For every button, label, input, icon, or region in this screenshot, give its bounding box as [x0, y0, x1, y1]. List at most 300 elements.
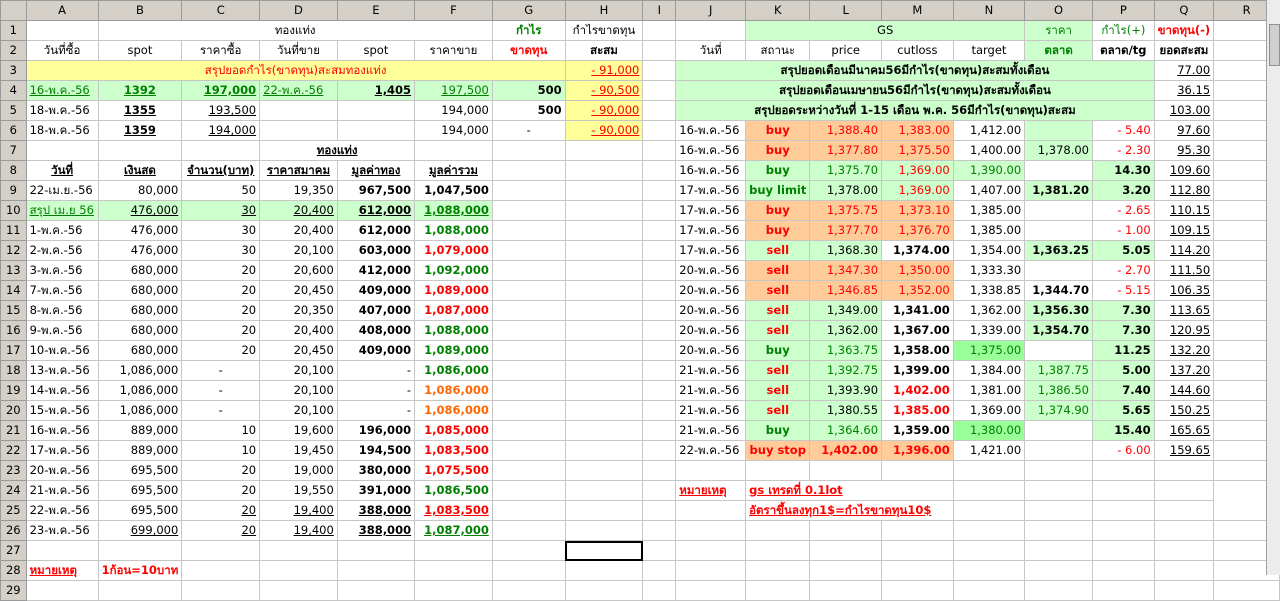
cell[interactable]	[676, 521, 746, 541]
cell[interactable]: อัตราขึ้นลงทุก1$=กำไรขาดทุน10$	[746, 501, 954, 521]
cell[interactable]: 16-พ.ค.-56	[676, 161, 746, 181]
cell[interactable]: 1,374.90	[1025, 401, 1093, 421]
cell[interactable]: 22-พ.ค.-56	[676, 441, 746, 461]
cell[interactable]: 1,087,000	[415, 301, 493, 321]
row-header[interactable]: 11	[1, 221, 27, 241]
cell[interactable]: 18-พ.ค.-56	[26, 101, 98, 121]
cell[interactable]: 1,363.25	[1025, 241, 1093, 261]
cell[interactable]: 1,369.00	[882, 161, 954, 181]
cell[interactable]: หมายเหตุ	[26, 561, 98, 581]
row-header[interactable]: 4	[1, 81, 27, 101]
cell[interactable]: 193,500	[182, 101, 260, 121]
cell[interactable]	[1154, 581, 1214, 601]
cell[interactable]	[492, 401, 565, 421]
cell[interactable]: 1,341.00	[882, 301, 954, 321]
cell[interactable]	[337, 561, 414, 581]
cell[interactable]: 1,089,000	[415, 281, 493, 301]
cell[interactable]	[882, 541, 954, 561]
cell[interactable]: 113.65	[1154, 301, 1214, 321]
cell[interactable]: 1,373.10	[882, 201, 954, 221]
cell[interactable]: GS	[746, 21, 1025, 41]
column-header-d[interactable]: D	[260, 1, 338, 21]
cell[interactable]: 2-พ.ค.-56	[26, 241, 98, 261]
cell[interactable]	[1025, 161, 1093, 181]
cell[interactable]	[1154, 521, 1214, 541]
cell[interactable]	[676, 21, 746, 41]
cell[interactable]: 889,000	[98, 441, 182, 461]
cell[interactable]	[643, 81, 676, 101]
cell[interactable]: 1,356.30	[1025, 301, 1093, 321]
row-header[interactable]: 28	[1, 561, 27, 581]
cell[interactable]: 1,364.60	[810, 421, 882, 441]
cell[interactable]: 1,086,000	[415, 401, 493, 421]
cell[interactable]: 1,387.75	[1025, 361, 1093, 381]
cell[interactable]: 1,358.00	[882, 341, 954, 361]
cell[interactable]	[1025, 421, 1093, 441]
cell[interactable]	[643, 261, 676, 281]
cell[interactable]: -	[182, 361, 260, 381]
cell[interactable]	[643, 421, 676, 441]
cell[interactable]: 103.00	[1154, 101, 1214, 121]
cell[interactable]	[643, 141, 676, 161]
cell[interactable]	[643, 441, 676, 461]
cell[interactable]: 20,600	[260, 261, 338, 281]
column-header-k[interactable]: K	[746, 1, 810, 21]
cell[interactable]	[565, 421, 643, 441]
cell[interactable]	[643, 481, 676, 501]
cell[interactable]	[492, 521, 565, 541]
column-header-o[interactable]: O	[1025, 1, 1093, 21]
cell[interactable]: 20,450	[260, 281, 338, 301]
cell[interactable]	[492, 321, 565, 341]
cell[interactable]: 409,000	[337, 281, 414, 301]
cell[interactable]	[26, 541, 98, 561]
cell[interactable]: 889,000	[98, 421, 182, 441]
cell[interactable]: spot	[98, 41, 182, 61]
cell[interactable]: ขาดทุน(-)	[1154, 21, 1214, 41]
cell[interactable]: กำไรขาดทุน	[565, 21, 643, 41]
cell[interactable]: วันที่ขาย	[260, 41, 338, 61]
cell[interactable]: จำนวน(บาท)	[182, 161, 260, 181]
cell[interactable]	[337, 121, 414, 141]
column-header-q[interactable]: Q	[1154, 1, 1214, 21]
cell[interactable]: 1,086,000	[98, 361, 182, 381]
column-header-j[interactable]: J	[676, 1, 746, 21]
cell[interactable]	[746, 541, 810, 561]
cell[interactable]	[1025, 201, 1093, 221]
cell[interactable]	[1025, 541, 1093, 561]
cell[interactable]	[1154, 561, 1214, 581]
cell[interactable]: 1,079,000	[415, 241, 493, 261]
cell[interactable]	[492, 201, 565, 221]
cell[interactable]	[260, 581, 338, 601]
cell[interactable]	[953, 481, 1024, 501]
cell[interactable]: 1,402.00	[810, 441, 882, 461]
cell[interactable]: buy	[746, 141, 810, 161]
cell[interactable]	[1025, 481, 1093, 501]
cell[interactable]: 114.20	[1154, 241, 1214, 261]
cell[interactable]	[1214, 581, 1280, 601]
cell[interactable]: 30	[182, 221, 260, 241]
cell[interactable]: 20-พ.ค.-56	[676, 301, 746, 321]
cell[interactable]: 19,450	[260, 441, 338, 461]
row-header[interactable]: 3	[1, 61, 27, 81]
column-header-f[interactable]: F	[415, 1, 493, 21]
cell[interactable]	[953, 521, 1024, 541]
cell[interactable]	[643, 21, 676, 41]
cell[interactable]: - 5.40	[1093, 121, 1155, 141]
cell[interactable]: 1,402.00	[882, 381, 954, 401]
cell[interactable]: 699,000	[98, 521, 182, 541]
cell[interactable]	[565, 361, 643, 381]
cell[interactable]	[643, 161, 676, 181]
cell[interactable]	[260, 121, 338, 141]
cell[interactable]	[492, 281, 565, 301]
cell[interactable]: - 90,000	[565, 121, 643, 141]
cell[interactable]: 109.60	[1154, 161, 1214, 181]
cell[interactable]	[643, 561, 676, 581]
cell[interactable]	[415, 561, 493, 581]
cell[interactable]: sell	[746, 301, 810, 321]
cell[interactable]: 1,369.00	[953, 401, 1024, 421]
cell[interactable]: sell	[746, 381, 810, 401]
cell[interactable]: 20,350	[260, 301, 338, 321]
cell[interactable]: 695,500	[98, 501, 182, 521]
cell[interactable]: 20	[182, 281, 260, 301]
cell[interactable]: 20,100	[260, 361, 338, 381]
cell[interactable]: สรุปยอดเดือนมีนาคม56มีกำไร(ขาดทุน)สะสมทั้งเดือน	[676, 61, 1154, 81]
cell[interactable]: สรุปยอดกำไร(ขาดทุน)สะสมทองแท่ง	[26, 61, 565, 81]
cell[interactable]: 1,377.70	[810, 221, 882, 241]
cell[interactable]	[565, 581, 643, 601]
column-header-p[interactable]: P	[1093, 1, 1155, 21]
cell[interactable]	[182, 581, 260, 601]
cell[interactable]	[953, 581, 1024, 601]
cell[interactable]: 1,381.00	[953, 381, 1024, 401]
cell[interactable]: 13-พ.ค.-56	[26, 361, 98, 381]
cell[interactable]: 1,375.70	[810, 161, 882, 181]
row-header[interactable]: 27	[1, 541, 27, 561]
cell[interactable]	[492, 421, 565, 441]
row-header[interactable]: 6	[1, 121, 27, 141]
cell[interactable]: 19,000	[260, 461, 338, 481]
cell[interactable]: 1,385.00	[953, 201, 1024, 221]
cell[interactable]: 1,380.00	[953, 421, 1024, 441]
cell[interactable]	[1154, 461, 1214, 481]
row-header[interactable]: 5	[1, 101, 27, 121]
scrollbar-thumb[interactable]	[1269, 24, 1280, 66]
cell[interactable]: 1,378.00	[810, 181, 882, 201]
cell[interactable]: 36.15	[1154, 81, 1214, 101]
cell[interactable]	[1025, 521, 1093, 541]
cell[interactable]: 1,368.30	[810, 241, 882, 261]
cell[interactable]	[492, 381, 565, 401]
cell[interactable]	[1093, 461, 1155, 481]
cell[interactable]	[746, 561, 810, 581]
cell[interactable]: 20,100	[260, 381, 338, 401]
cell[interactable]	[492, 341, 565, 361]
cell[interactable]: 1-พ.ค.-56	[26, 221, 98, 241]
cell[interactable]	[337, 581, 414, 601]
cell[interactable]: 1,359.00	[882, 421, 954, 441]
row-header[interactable]: 16	[1, 321, 27, 341]
cell[interactable]: 1,347.30	[810, 261, 882, 281]
cell[interactable]: 1,396.00	[882, 441, 954, 461]
cell[interactable]: 476,000	[98, 241, 182, 261]
cell[interactable]	[643, 101, 676, 121]
cell[interactable]	[415, 581, 493, 601]
cell[interactable]: 9-พ.ค.-56	[26, 321, 98, 341]
cell[interactable]	[337, 541, 414, 561]
cell[interactable]: -	[182, 381, 260, 401]
active-cell[interactable]	[565, 541, 643, 561]
column-header-a[interactable]: A	[26, 1, 98, 21]
cell[interactable]: 1,407.00	[953, 181, 1024, 201]
cell[interactable]	[882, 561, 954, 581]
cell[interactable]	[643, 321, 676, 341]
cell[interactable]	[492, 501, 565, 521]
cell[interactable]: - 2.30	[1093, 141, 1155, 161]
cell[interactable]: 1,086,000	[415, 381, 493, 401]
cell[interactable]: 20,450	[260, 341, 338, 361]
row-header[interactable]: 7	[1, 141, 27, 161]
cell[interactable]: กำไร	[492, 21, 565, 41]
cell[interactable]: buy	[746, 201, 810, 221]
cell[interactable]: - 90,500	[565, 81, 643, 101]
cell[interactable]: 680,000	[98, 341, 182, 361]
cell[interactable]: 21-พ.ค.-56	[676, 381, 746, 401]
cell[interactable]: 16-พ.ค.-56	[676, 141, 746, 161]
cell[interactable]	[643, 201, 676, 221]
cell[interactable]: -	[337, 361, 414, 381]
cell[interactable]: 10	[182, 441, 260, 461]
cell[interactable]: 20,400	[260, 201, 338, 221]
cell[interactable]: 1,344.70	[1025, 281, 1093, 301]
cell[interactable]	[26, 581, 98, 601]
cell[interactable]	[643, 41, 676, 61]
cell[interactable]	[492, 461, 565, 481]
cell[interactable]: 19,600	[260, 421, 338, 441]
cell[interactable]: sell	[746, 261, 810, 281]
cell[interactable]: 1392	[98, 81, 182, 101]
cell[interactable]: 1,088,000	[415, 201, 493, 221]
cell[interactable]	[565, 461, 643, 481]
column-header-l[interactable]: L	[810, 1, 882, 21]
cell[interactable]	[565, 481, 643, 501]
cell[interactable]: 144.60	[1154, 381, 1214, 401]
cell[interactable]	[98, 581, 182, 601]
cell[interactable]	[1025, 461, 1093, 481]
cell[interactable]: 21-พ.ค.-56	[26, 481, 98, 501]
cell[interactable]: 476,000	[98, 221, 182, 241]
cell[interactable]	[1025, 261, 1093, 281]
cell[interactable]: 1,350.00	[882, 261, 954, 281]
cell[interactable]: 500	[492, 81, 565, 101]
cell[interactable]: 1,412.00	[953, 121, 1024, 141]
cell[interactable]: 1,383.00	[882, 121, 954, 141]
cell[interactable]: 1,362.00	[953, 301, 1024, 321]
cell[interactable]: 16-พ.ค.-56	[26, 81, 98, 101]
row-header[interactable]: 12	[1, 241, 27, 261]
cell[interactable]	[1025, 121, 1093, 141]
cell[interactable]	[643, 61, 676, 81]
cell[interactable]	[1093, 501, 1155, 521]
cell[interactable]: 1,390.00	[953, 161, 1024, 181]
column-header-c[interactable]: C	[182, 1, 260, 21]
cell[interactable]: 1355	[98, 101, 182, 121]
row-header[interactable]: 24	[1, 481, 27, 501]
cell[interactable]: 20	[182, 321, 260, 341]
column-header-n[interactable]: N	[953, 1, 1024, 21]
cell[interactable]: 391,000	[337, 481, 414, 501]
cell[interactable]	[565, 261, 643, 281]
cell[interactable]	[492, 161, 565, 181]
cell[interactable]: ตลาด/tg	[1093, 41, 1155, 61]
cell[interactable]: 111.50	[1154, 261, 1214, 281]
cell[interactable]	[643, 281, 676, 301]
cell[interactable]	[565, 561, 643, 581]
cell[interactable]: buy	[746, 421, 810, 441]
cell[interactable]	[415, 541, 493, 561]
cell[interactable]	[676, 541, 746, 561]
cell[interactable]: 1,087,000	[415, 521, 493, 541]
cell[interactable]	[260, 101, 338, 121]
column-header-m[interactable]: M	[882, 1, 954, 21]
cell[interactable]	[882, 521, 954, 541]
cell[interactable]	[810, 541, 882, 561]
cell[interactable]	[565, 181, 643, 201]
cell[interactable]: sell	[746, 241, 810, 261]
cell[interactable]: spot	[337, 41, 414, 61]
cell[interactable]: 7.30	[1093, 321, 1155, 341]
cell[interactable]: 194,000	[182, 121, 260, 141]
row-header[interactable]: 22	[1, 441, 27, 461]
cell[interactable]: 30	[182, 241, 260, 261]
cell[interactable]	[643, 401, 676, 421]
cell[interactable]: 20-พ.ค.-56	[676, 281, 746, 301]
cell[interactable]: 22-เม.ย.-56	[26, 181, 98, 201]
cell[interactable]: 30	[182, 201, 260, 221]
cell[interactable]: 1,086,500	[415, 481, 493, 501]
cell[interactable]: 1,400.00	[953, 141, 1024, 161]
cell[interactable]	[565, 401, 643, 421]
cell[interactable]: 603,000	[337, 241, 414, 261]
cell[interactable]	[98, 541, 182, 561]
cell[interactable]: 612,000	[337, 201, 414, 221]
vertical-scrollbar[interactable]	[1266, 0, 1280, 575]
cell[interactable]: - 90,000	[565, 101, 643, 121]
cell[interactable]: 1,349.00	[810, 301, 882, 321]
cell[interactable]: target	[953, 41, 1024, 61]
cell[interactable]: 1,354.00	[953, 241, 1024, 261]
cell[interactable]: 132.20	[1154, 341, 1214, 361]
cell[interactable]: 194,000	[415, 121, 493, 141]
cell[interactable]: 20	[182, 341, 260, 361]
column-header-i[interactable]: I	[643, 1, 676, 21]
cell[interactable]: 20-พ.ค.-56	[676, 321, 746, 341]
cell[interactable]: 680,000	[98, 301, 182, 321]
cell[interactable]: 1,363.75	[810, 341, 882, 361]
cell[interactable]: 476,000	[98, 201, 182, 221]
cell[interactable]	[492, 241, 565, 261]
cell[interactable]	[643, 541, 676, 561]
cell[interactable]: buy	[746, 341, 810, 361]
cell[interactable]	[98, 141, 182, 161]
cell[interactable]	[492, 581, 565, 601]
cell[interactable]	[643, 121, 676, 141]
cell[interactable]: price	[810, 41, 882, 61]
cell[interactable]	[1025, 221, 1093, 241]
cell[interactable]: 19,350	[260, 181, 338, 201]
cell[interactable]: 8-พ.ค.-56	[26, 301, 98, 321]
cell[interactable]	[565, 521, 643, 541]
cell[interactable]	[676, 501, 746, 521]
row-header[interactable]: 8	[1, 161, 27, 181]
cell[interactable]: ราคาซื้อ	[182, 41, 260, 61]
cell[interactable]: - 2.70	[1093, 261, 1155, 281]
cell[interactable]: 21-พ.ค.-56	[676, 421, 746, 441]
cell[interactable]: 197,000	[182, 81, 260, 101]
cell[interactable]: 1,352.00	[882, 281, 954, 301]
cell[interactable]: 20	[182, 501, 260, 521]
cell[interactable]	[565, 321, 643, 341]
select-all-corner[interactable]	[1, 1, 27, 21]
cell[interactable]	[565, 201, 643, 221]
cell[interactable]	[492, 261, 565, 281]
cell[interactable]: 194,000	[415, 101, 493, 121]
cell[interactable]	[492, 561, 565, 581]
row-header[interactable]: 10	[1, 201, 27, 221]
cell[interactable]: 1,385.00	[953, 221, 1024, 241]
cell[interactable]: 388,000	[337, 521, 414, 541]
row-header[interactable]: 14	[1, 281, 27, 301]
cell[interactable]: 20	[182, 301, 260, 321]
cell[interactable]: 97.60	[1154, 121, 1214, 141]
cell[interactable]: 1,380.55	[810, 401, 882, 421]
cell[interactable]	[643, 341, 676, 361]
cell[interactable]: 20	[182, 461, 260, 481]
cell[interactable]: 1,374.00	[882, 241, 954, 261]
cell[interactable]	[746, 461, 810, 481]
cell[interactable]	[492, 441, 565, 461]
cell[interactable]: 1,376.70	[882, 221, 954, 241]
cell[interactable]: 20	[182, 521, 260, 541]
cell[interactable]: 680,000	[98, 321, 182, 341]
cell[interactable]: สรุป เม.ย 56	[26, 201, 98, 221]
cell[interactable]: 17-พ.ค.-56	[676, 241, 746, 261]
cell[interactable]	[1093, 521, 1155, 541]
cell[interactable]	[1154, 481, 1214, 501]
cell[interactable]	[643, 301, 676, 321]
cell[interactable]: 197,500	[415, 81, 493, 101]
cell[interactable]: ราคาขาย	[415, 41, 493, 61]
cell[interactable]: 1,085,000	[415, 421, 493, 441]
cell[interactable]: มูลค่าทอง	[337, 161, 414, 181]
cell[interactable]: วันที่	[676, 41, 746, 61]
cell[interactable]: sell	[746, 321, 810, 341]
cell[interactable]	[1093, 561, 1155, 581]
cell[interactable]: 1,386.50	[1025, 381, 1093, 401]
cell[interactable]: 21-พ.ค.-56	[676, 361, 746, 381]
cell[interactable]: วันที่	[26, 161, 98, 181]
cell[interactable]: 14.30	[1093, 161, 1155, 181]
cell[interactable]: 19,550	[260, 481, 338, 501]
cell[interactable]: 95.30	[1154, 141, 1214, 161]
cell[interactable]: 109.15	[1154, 221, 1214, 241]
cell[interactable]	[1154, 541, 1214, 561]
cell[interactable]: ทองแท่ง	[260, 141, 415, 161]
cell[interactable]	[1093, 541, 1155, 561]
